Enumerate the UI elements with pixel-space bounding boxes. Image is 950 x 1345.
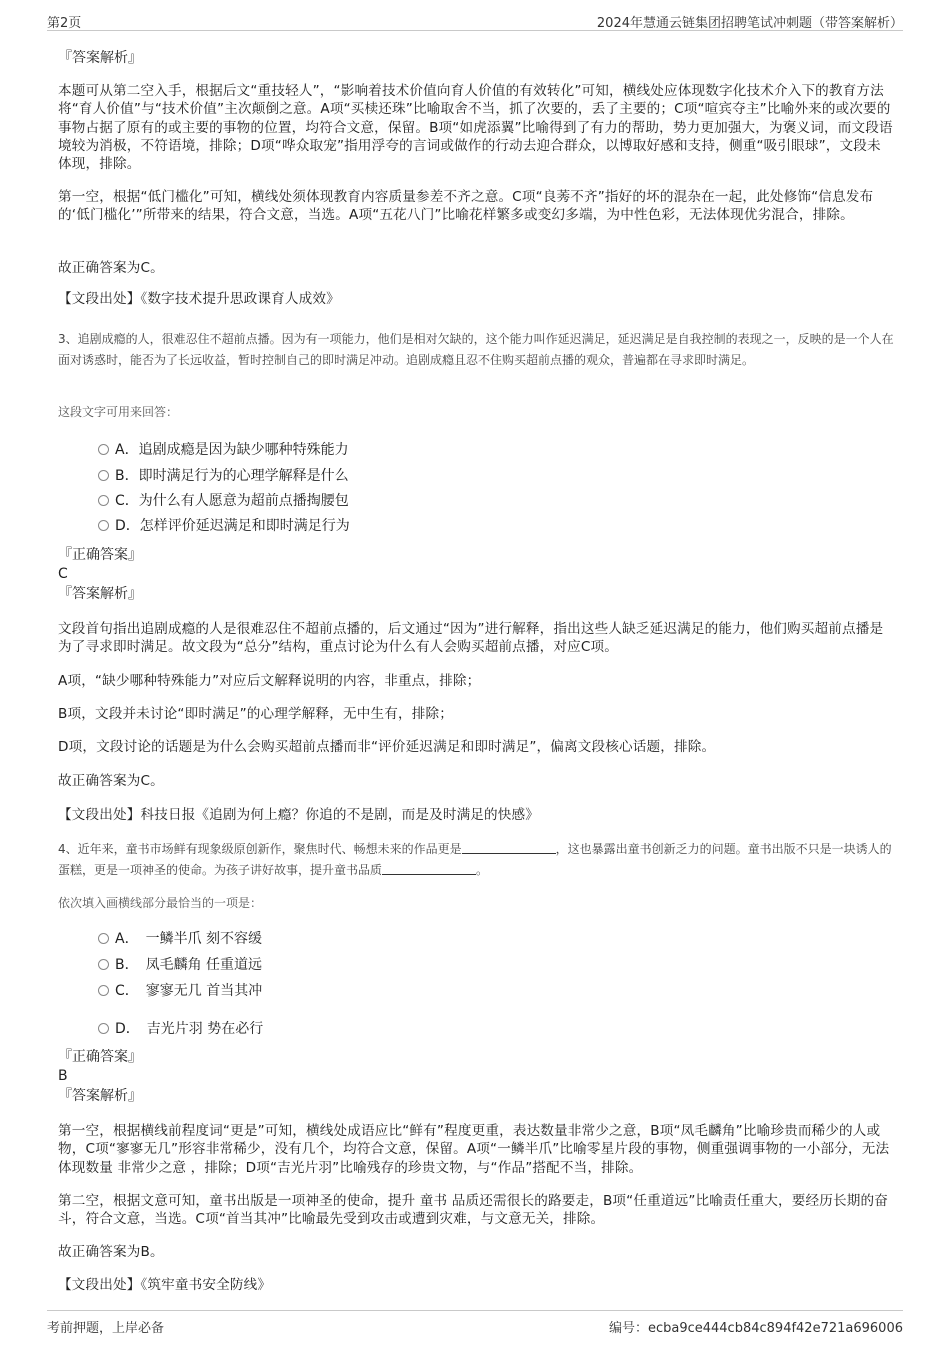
option-label: B． 凤毛麟角 任重道远 bbox=[115, 957, 263, 973]
radio-icon[interactable] bbox=[98, 495, 109, 506]
option-label: A．追剧成瘾是因为缺少哪种特殊能力 bbox=[115, 442, 349, 458]
analysis-paragraph: A项，“缺少哪种特殊能力”对应后文解释说明的内容，非重点，排除； bbox=[58, 673, 481, 689]
document-code: 编号：ecba9ce444cb84c894f42e721a696006 bbox=[608, 1321, 903, 1336]
footer-slogan: 考前押题，上岸必备 bbox=[47, 1321, 165, 1336]
option-c[interactable] bbox=[98, 491, 349, 511]
analysis-paragraph: 第一空，根据横线前程度词“更是”可知，横线处成语应比“鲜有”程度更重，表达数量非常少之意，B项“凤毛麟角”比喻珍贵而稀少的人或物，C项“寥寥无几”形容非常稀少，没有几个，均符合文意，保留。A项“一鳞半爪”比喻零星片段的事物，侧重强调事物的一小部分，无法体现数量 非常少之意 ，排除；D项“吉光片羽”比喻残存的珍贵文物，与“作品”搭配不当，排除。 bbox=[58, 1123, 890, 1176]
option-a[interactable] bbox=[98, 440, 349, 460]
analysis-paragraph: 文段首句指出追剧成瘾的人是很难忍住不超前点播的，后文通过“因为”进行解释，指出这些人缺乏延迟满足的能力，他们购买超前点播是为了寻求即时满足。故文段为“总分”结构，重点讨论为什么有人会购买超前点播，对应C项。 bbox=[58, 621, 884, 656]
option-label: A． 一鳞半爪 刻不容缓 bbox=[115, 931, 263, 947]
analysis-paragraph: D项，文段讨论的话题是为什么会购买超前点播而非“评价延迟满足和即时满足”，偏离文段核心话题，排除。 bbox=[58, 739, 716, 755]
correct-answer-label: 『正确答案』 bbox=[58, 547, 142, 563]
document-title: 2024年慧通云链集团招聘笔试冲刺题（带答案解析） bbox=[596, 16, 903, 31]
option-d[interactable] bbox=[98, 1019, 263, 1039]
question-prompt: 这段文字可用来回答： bbox=[58, 405, 179, 419]
correct-answer: C bbox=[58, 566, 68, 582]
conclusion: 故正确答案为C。 bbox=[58, 260, 164, 276]
radio-icon[interactable] bbox=[98, 959, 109, 970]
radio-icon[interactable] bbox=[98, 470, 109, 481]
stem-part: ，这也暴露出童书创新乏力的问题。童书出版不只是一块诱人的蛋糕，更是一项神圣的使命。为孩子讲好故事，提升童书品质 bbox=[58, 842, 892, 877]
analysis-label: 『答案解析』 bbox=[58, 586, 142, 602]
analysis-paragraph: 本题可从第二空入手，根据后文“重技轻人”，“影响着技术价值向育人价值的有效转化”可知，横线处应体现数字化技术介入下的教育方法将“育人价值”与“技术价值”主次颠倒之意。A项“买椟还珠”比喻取舍不当，抓了次要的，丢了主要的；C项“喧宾夺主”比喻外来的或次要的事物占据了原有的或主要的事物的位置，均符合文意，保留。B项“如虎添翼”比喻得到了有力的帮助，势力更加强大，为褒义词，而文段语境较为消极，不符语境，排除；D项“哗众取宠”指用浮夸的言词或做作的行动去迎合群众，以博取好感和支持，侧重“吸引眼球”，文段未体现，排除。 bbox=[58, 83, 893, 173]
radio-icon[interactable] bbox=[98, 933, 109, 944]
question-stem: 3、追剧成瘾的人，很难忍住不超前点播。因为有一项能力，他们是相对欠缺的，这个能力叫作延迟满足，延迟满足是自我控制的表现之一，反映的是一个人在面对诱惑时，能否为了长远收益，暂时控制自己的即时满足冲动。追剧成瘾且忍不住购买超前点播的观众，普遍都在寻求即时满足。 bbox=[58, 332, 894, 367]
source-citation: 【文段出处】《筑牢童书安全防线》 bbox=[58, 1277, 272, 1293]
source-citation: 【文段出处】科技日报《追剧为何上瘾？你追的不是剧，而是及时满足的快感》 bbox=[58, 807, 540, 823]
question-prompt: 依次填入画横线部分最恰当的一项是： bbox=[58, 896, 263, 910]
page-number: 第2页 bbox=[47, 16, 82, 31]
option-a[interactable] bbox=[98, 929, 262, 949]
stem-part: 。 bbox=[476, 863, 489, 877]
option-d[interactable] bbox=[98, 516, 350, 536]
stem-part: 4、近年来，童书市场鲜有现象级原创新作，聚焦时代、畅想未来的作品更是 bbox=[58, 842, 462, 856]
conclusion: 故正确答案为C。 bbox=[58, 773, 164, 789]
option-c[interactable] bbox=[98, 981, 262, 1001]
radio-icon[interactable] bbox=[98, 520, 109, 531]
analysis-label: 『答案解析』 bbox=[58, 1088, 142, 1104]
fill-blank bbox=[462, 841, 556, 854]
page-header bbox=[47, 0, 903, 31]
radio-icon[interactable] bbox=[98, 985, 109, 996]
fill-blank bbox=[382, 862, 476, 875]
conclusion: 故正确答案为B。 bbox=[58, 1244, 164, 1260]
page-footer bbox=[47, 1310, 903, 1345]
source-citation: 【文段出处】《数字技术提升思政课育人成效》 bbox=[58, 291, 340, 307]
radio-icon[interactable] bbox=[98, 444, 109, 455]
correct-answer-label: 『正确答案』 bbox=[58, 1049, 142, 1065]
analysis-paragraph: 第一空，根据“低门槛化”可知，横线处须体现教育内容质量参差不齐之意。C项“良莠不齐”指好的坏的混杂在一起，此处修饰“信息发布的‘低门槛化’”所带来的结果，符合文意，当选。A项“五花八门”比喻花样繁多或变幻多端，为中性色彩，无法体现优劣混合，排除。 bbox=[58, 189, 874, 224]
option-label: B．即时满足行为的心理学解释是什么 bbox=[115, 468, 349, 484]
option-label: D．怎样评价延迟满足和即时满足行为 bbox=[115, 518, 350, 534]
radio-icon[interactable] bbox=[98, 1023, 109, 1034]
question-stem bbox=[58, 839, 894, 881]
analysis-paragraph: B项，文段并未讨论“即时满足”的心理学解释，无中生有，排除； bbox=[58, 706, 453, 722]
option-label: D． 吉光片羽 势在必行 bbox=[115, 1021, 264, 1037]
analysis-label: 『答案解析』 bbox=[58, 50, 142, 66]
option-label: C． 寥寥无几 首当其冲 bbox=[115, 983, 263, 999]
correct-answer: B bbox=[58, 1068, 68, 1084]
option-b[interactable] bbox=[98, 466, 349, 486]
option-b[interactable] bbox=[98, 955, 262, 975]
option-label: C．为什么有人愿意为超前点播掏腰包 bbox=[115, 493, 349, 509]
analysis-paragraph: 第二空，根据文意可知，童书出版是一项神圣的使命，提升 童书 品质还需很长的路要走，B项“任重道远”比喻责任重大，要经历长期的奋斗，符合文意，当选。C项“首当其冲”比喻最先受到攻击或遭到灾难，与文意无关，排除。 bbox=[58, 1193, 888, 1228]
